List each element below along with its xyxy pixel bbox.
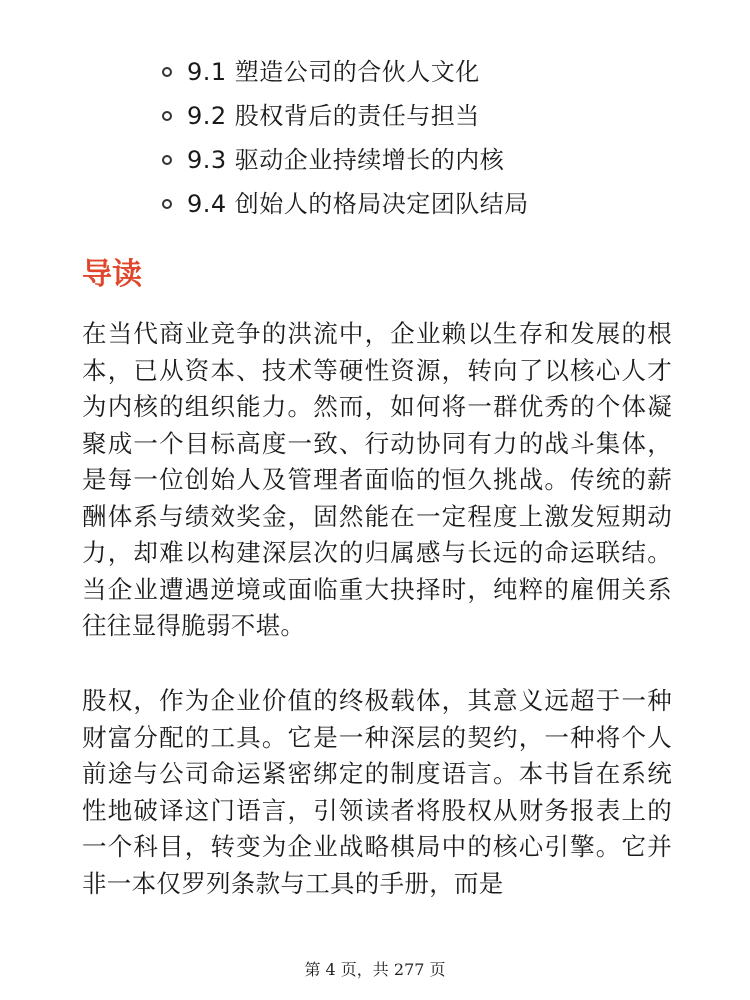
page-indicator: 第 4 页，共 277 页	[304, 960, 446, 979]
toc-item-label: 9.3 驱动企业持续增长的内核	[187, 146, 505, 174]
circle-bullet-icon	[162, 67, 172, 77]
section-heading: 导读	[82, 257, 142, 292]
circle-bullet-icon	[162, 111, 172, 121]
circle-bullet-icon	[162, 199, 172, 209]
toc-item[interactable]	[162, 182, 529, 226]
toc-item-label: 9.1 塑造公司的合伙人文化	[187, 58, 480, 86]
body-paragraph: 股权，作为企业价值的终极载体，其意义远超于一种财富分配的工具。它是一种深层的契约，一种将个人前途与公司命运紧密绑定的制度语言。本书旨在系统性地破译这门语言，引领读者将股权从财务报表上的一个科目，转变为企业战略棋局中的核心引擎。它并非一本仅罗列条款与工具的手册，而是	[82, 686, 672, 898]
toc-item[interactable]	[162, 94, 529, 138]
circle-bullet-icon	[162, 155, 172, 165]
toc-item[interactable]	[162, 50, 529, 94]
toc-item-label: 9.2 股权背后的责任与担当	[187, 102, 480, 130]
body-paragraph: 在当代商业竞争的洪流中，企业赖以生存和发展的根本，已从资本、技术等硬性资源，转向了以核心人才为内核的组织能力。然而，如何将一群优秀的个体凝聚成一个目标高度一致、行动协同有力的战斗集体，是每一位创始人及管理者面临的恒久挑战。传统的薪酬体系与绩效奖金，固然能在一定程度上激发短期动力，却难以构建深层次的归属感与长远的命运联结。当企业遭遇逆境或面临重大抉择时，纯粹的雇佣关系往往显得脆弱不堪。	[82, 319, 672, 640]
toc-item[interactable]	[162, 138, 529, 182]
toc-item-label: 9.4 创始人的格局决定团队结局	[187, 190, 529, 218]
table-of-contents	[162, 50, 529, 226]
